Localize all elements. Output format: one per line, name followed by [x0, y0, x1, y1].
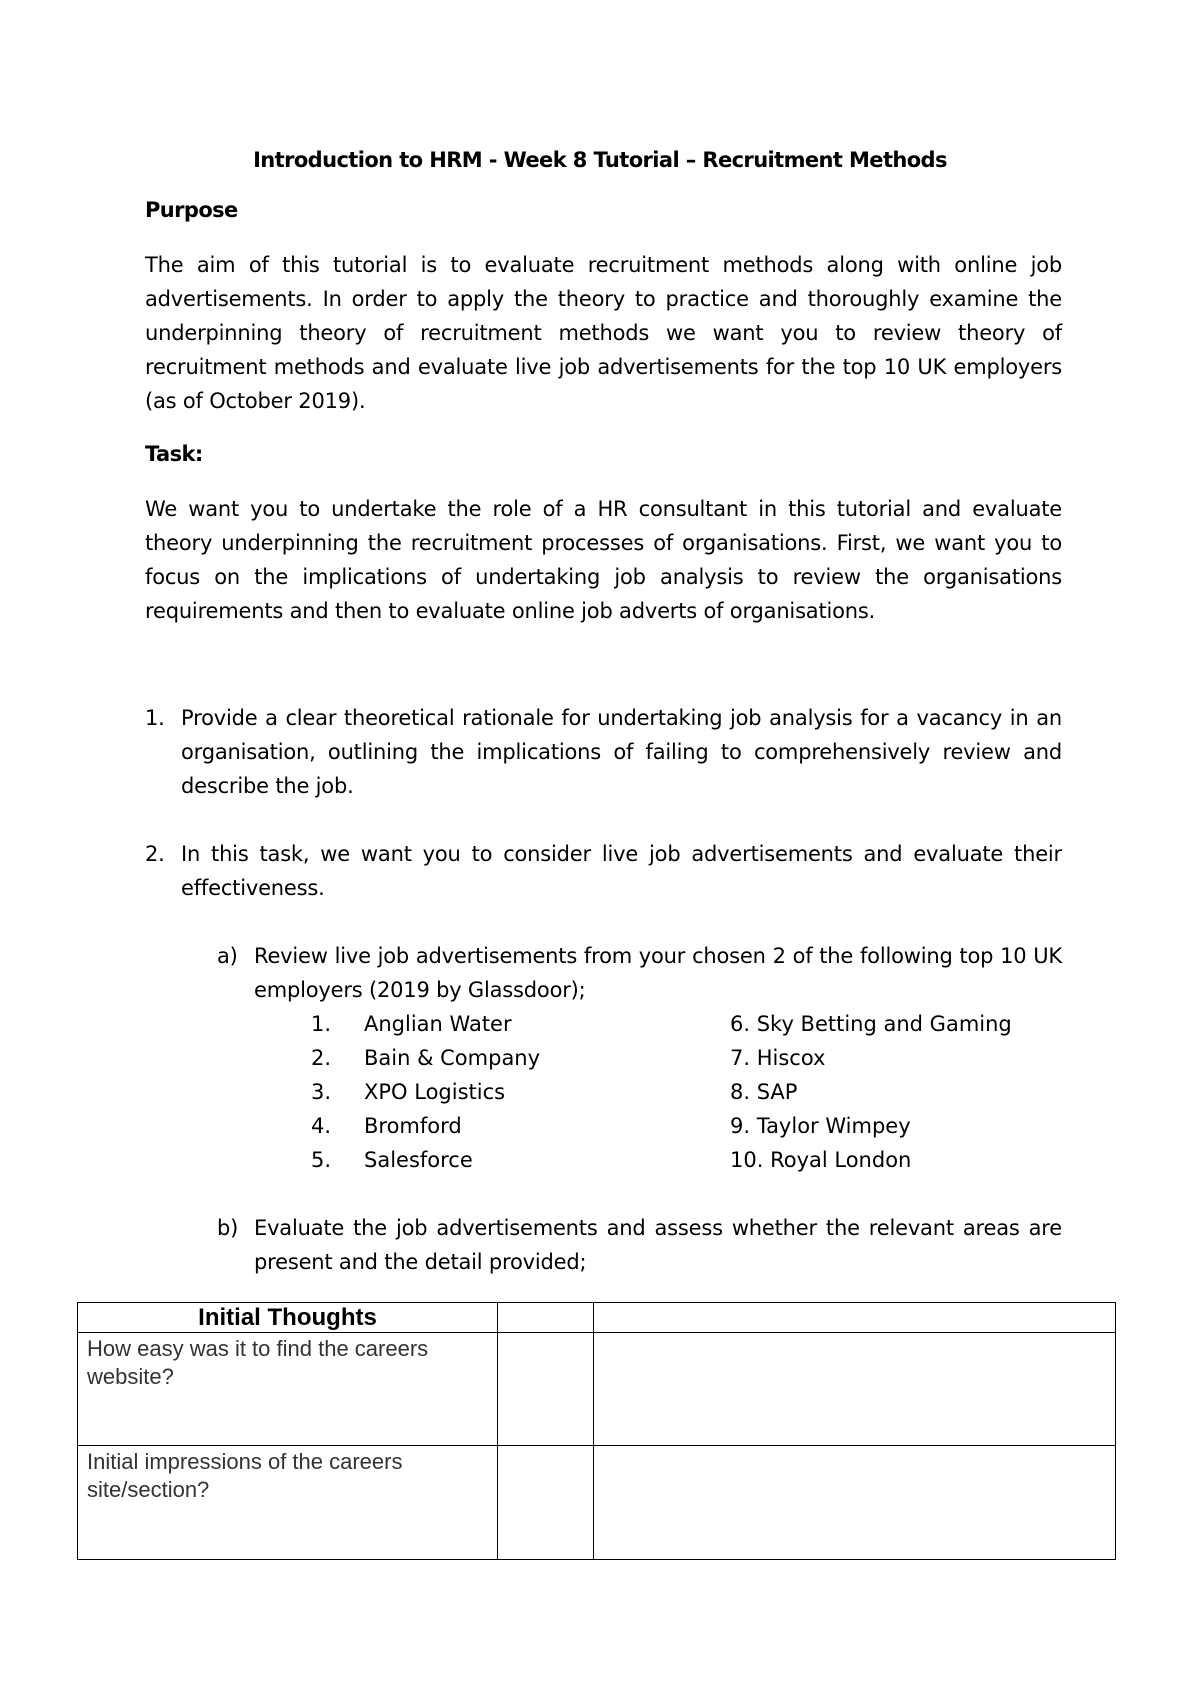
subtask-item-b — [217, 1211, 1062, 1279]
subtask-marker: a) — [217, 944, 238, 968]
table-row — [78, 1333, 1116, 1446]
task-marker: 2. — [145, 842, 165, 866]
purpose-paragraph: The aim of this tutorial is to evaluate recruitment methods along with online job advertisements. In order to apply the theory to practice and thoroughly examine the underpinning theory of recruitment methods we want you to review theory of recruitment methods and evaluate live job advertisements for the top 10 UK employers (as of October 2019). — [145, 253, 1062, 413]
task-heading: Task: — [145, 442, 203, 466]
employer-name: XPO Logistics — [364, 1080, 506, 1104]
table-question-cell: How easy was it to find the careers website? — [78, 1333, 498, 1446]
table-answer-cell[interactable] — [594, 1333, 1116, 1446]
purpose-heading: Purpose — [145, 198, 238, 222]
table-question-cell: Initial impressions of the careers site/section? — [78, 1446, 498, 1560]
employer-entry: 10. Royal London — [730, 1148, 912, 1172]
table-header-empty-cell — [498, 1303, 594, 1333]
task-paragraph: We want you to undertake the role of a HR consultant in this tutorial and evaluate theory underpinning the recruitment processes of organisations. First, we want you to focus on the implications of undertaking job analysis to review the organisations requirements and then to evaluate online job adverts of organisations. — [145, 497, 1062, 623]
document-title: Introduction to HRM - Week 8 Tutorial – Recruitment Methods — [253, 148, 947, 172]
employer-number: 5. — [311, 1148, 332, 1172]
table-answer-cell[interactable] — [594, 1446, 1116, 1560]
initial-thoughts-table — [77, 1302, 1116, 1560]
employer-entry: 8. SAP — [730, 1080, 798, 1104]
subtask-text: Evaluate the job advertisements and assess whether the relevant areas are present and the detail provided; — [254, 1216, 1062, 1274]
employer-number: 4. — [311, 1114, 332, 1138]
employer-entry: 6. Sky Betting and Gaming — [730, 1012, 1012, 1036]
employer-name: Anglian Water — [364, 1012, 512, 1036]
subtask-marker: b) — [217, 1216, 239, 1240]
table-header-empty-cell — [594, 1303, 1116, 1333]
table-header-cell: Initial Thoughts — [78, 1303, 498, 1333]
employer-number: 3. — [311, 1080, 332, 1104]
employer-name: Bromford — [364, 1114, 462, 1138]
task-text: Provide a clear theoretical rationale for undertaking job analysis for a vacancy in an organisation, outlining the implications of failing to comprehensively review and describe the job. — [181, 706, 1062, 798]
employer-name: Bain & Company — [364, 1046, 541, 1070]
table-answer-cell[interactable] — [498, 1333, 594, 1446]
task-item-2 — [145, 837, 1062, 905]
task-item-1 — [145, 701, 1062, 803]
task-marker: 1. — [145, 706, 165, 730]
task-text: In this task, we want you to consider live job advertisements and evaluate their effectiveness. — [181, 842, 1062, 900]
table-row — [78, 1446, 1116, 1560]
employer-entry: 9. Taylor Wimpey — [730, 1114, 911, 1138]
employer-number: 2. — [311, 1046, 332, 1070]
table-header-row — [78, 1303, 1116, 1333]
subtask-item-a — [217, 939, 1062, 1007]
table-answer-cell[interactable] — [498, 1446, 594, 1560]
subtask-text: Review live job advertisements from your chosen 2 of the following top 10 UK employers (2019 by Glassdoor); — [254, 944, 1062, 1002]
employer-name: Salesforce — [364, 1148, 473, 1172]
employer-entry: 7. Hiscox — [730, 1046, 826, 1070]
employer-number: 1. — [311, 1012, 332, 1036]
